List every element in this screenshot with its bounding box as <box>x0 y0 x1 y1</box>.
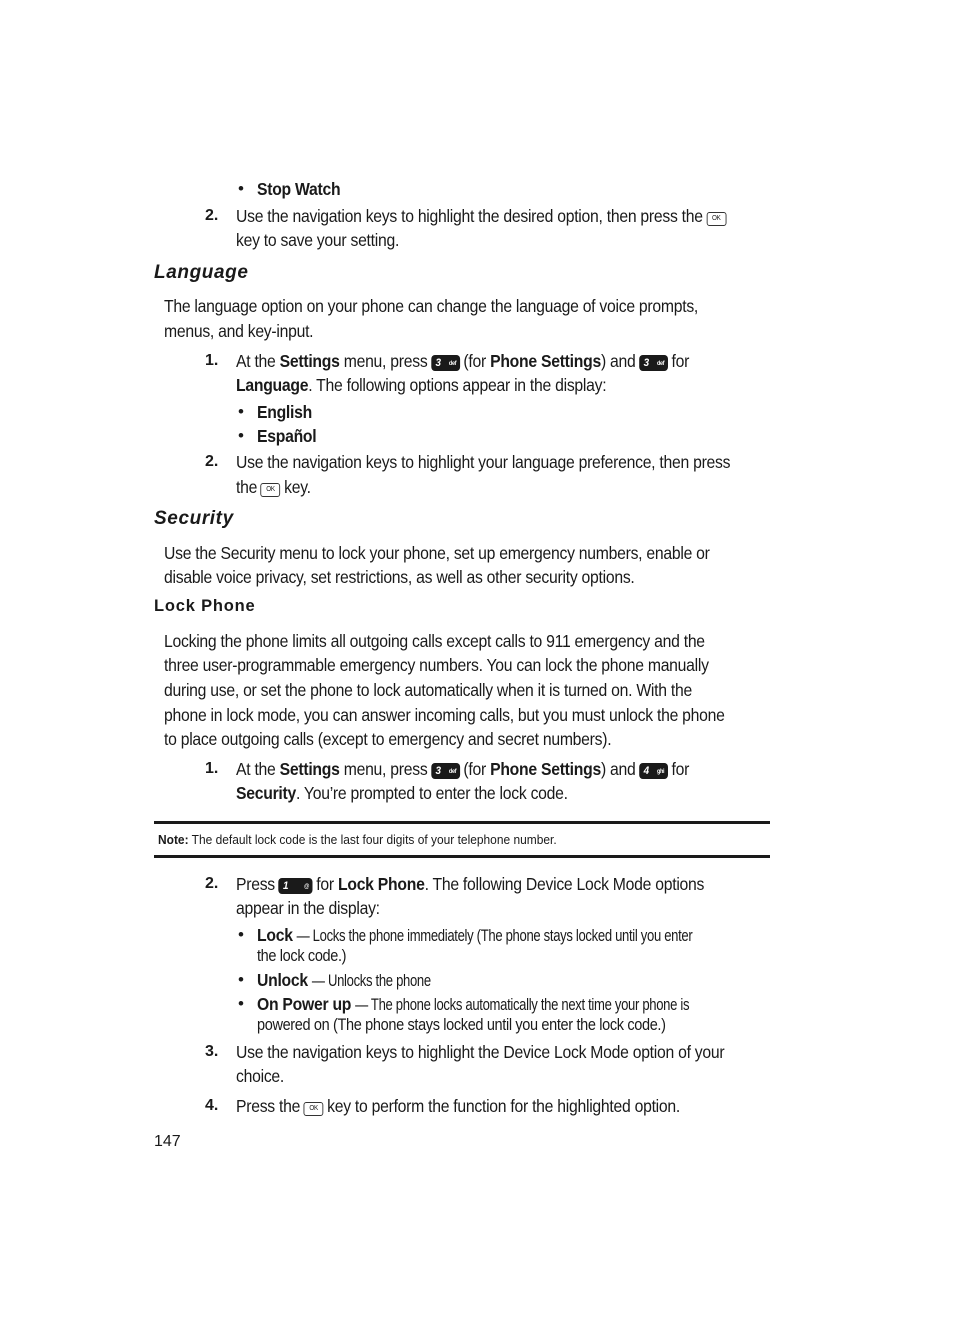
step-text-a: Use the navigation keys to highlight the desired option, then press the <box>236 206 703 226</box>
bullet-dot: • <box>238 179 244 198</box>
lock-phone-para-l1: Locking the phone limits all outgoing calls except calls to 911 emergency and the <box>164 631 705 651</box>
ok-key-icon: OK <box>261 483 281 497</box>
lock-phone-step4: Press the OK key to perform the function for the highlighted option. <box>236 1096 680 1116</box>
ok-key-icon: OK <box>304 1102 324 1116</box>
lock-phone-step1-l1: At the Settings menu, press 3 def (for Phone Settings) and 4 ghi for <box>236 759 690 779</box>
security-intro-l2: disable voice privacy, set restrictions, as well as other security options. <box>164 567 635 587</box>
step-number: 2. <box>205 453 219 470</box>
lock-phone-para-l5: to place outgoing calls (except to emergency and secret numbers). <box>164 729 612 749</box>
section-heading-security: Security <box>154 508 234 529</box>
option-stop-watch: Stop Watch <box>257 179 341 199</box>
step-number: 2. <box>205 207 219 224</box>
option-espanol: Español <box>257 426 317 446</box>
step-number: 1. <box>205 760 219 777</box>
step-number: 3. <box>205 1043 219 1060</box>
ok-key-icon: OK <box>706 212 726 226</box>
lock-phone-para-l3: during use, or set the phone to lock automatically when it is turned on. With the <box>164 680 692 700</box>
note-rule-bottom <box>154 855 770 858</box>
language-step1-l1: At the Settings menu, press 3 def (for Phone Settings) and 3 def for <box>236 351 690 371</box>
step-text <box>236 206 730 227</box>
note-label: Note: <box>158 832 189 847</box>
lock-phone-step2-l1: Press 1 @ for Lock Phone. The following Device Lock Mode options <box>236 874 705 894</box>
bullet-dot: • <box>238 925 244 944</box>
step-text-cont: key to save your setting. <box>236 230 400 250</box>
step-number: 1. <box>205 352 219 369</box>
option-english: English <box>257 402 312 422</box>
language-step1-l2: Language. The following options appear in the display: <box>236 375 607 395</box>
note-text: The default lock code is the last four digits of your telephone number. <box>191 832 557 847</box>
lock-phone-para-l4: phone in lock mode, you can answer incoming calls, but you must unlock the phone <box>164 705 725 725</box>
key-1-icon: 1 @ <box>279 878 313 894</box>
language-intro-l1: The language option on your phone can change the language of voice prompts, <box>164 296 699 316</box>
bullet-dot: • <box>238 402 244 421</box>
option-on-power-up-desc-cont: powered on (The phone stays locked until you enter the lock code.) <box>257 1016 666 1034</box>
option-lock: Lock — Locks the phone immediately (The phone stays locked until you enter <box>257 925 693 945</box>
step-number: 4. <box>205 1097 219 1114</box>
lock-phone-step2-l2: appear in the display: <box>236 898 380 918</box>
security-intro-l1: Use the Security menu to lock your phone, set up emergency numbers, enable or <box>164 543 710 563</box>
option-lock-desc-cont: the lock code.) <box>257 947 347 965</box>
language-step2-l2: the OK key. <box>236 477 311 497</box>
key-3-icon: 3 def <box>431 355 460 371</box>
lock-phone-step3-l2: choice. <box>236 1066 285 1086</box>
bullet-dot: • <box>238 970 244 989</box>
lock-phone-step1-l2: Security. You’re prompted to enter the lock code. <box>236 783 568 803</box>
key-4-icon: 4 ghi <box>639 763 668 779</box>
language-intro-l2: menus, and key-input. <box>164 321 314 341</box>
note <box>158 832 557 847</box>
key-3-icon: 3 def <box>639 355 668 371</box>
bullet-dot: • <box>238 994 244 1013</box>
option-on-power-up: On Power up — The phone locks automatically the next time your phone is <box>257 994 690 1014</box>
section-heading-language: Language <box>154 262 249 283</box>
subsection-heading-lock-phone: Lock Phone <box>154 597 256 615</box>
option-unlock: Unlock — Unlocks the phone <box>257 970 431 990</box>
language-step2-l1: Use the navigation keys to highlight your language preference, then press <box>236 452 731 472</box>
step-number: 2. <box>205 875 219 892</box>
lock-phone-para-l2: three user-programmable emergency numbers. You can lock the phone manually <box>164 655 709 675</box>
bullet-dot: • <box>238 426 244 445</box>
page-number: 147 <box>154 1133 181 1150</box>
key-3-icon: 3 def <box>431 763 460 779</box>
lock-phone-step3-l1: Use the navigation keys to highlight the Device Lock Mode option of your <box>236 1042 725 1062</box>
note-rule-top <box>154 821 770 824</box>
